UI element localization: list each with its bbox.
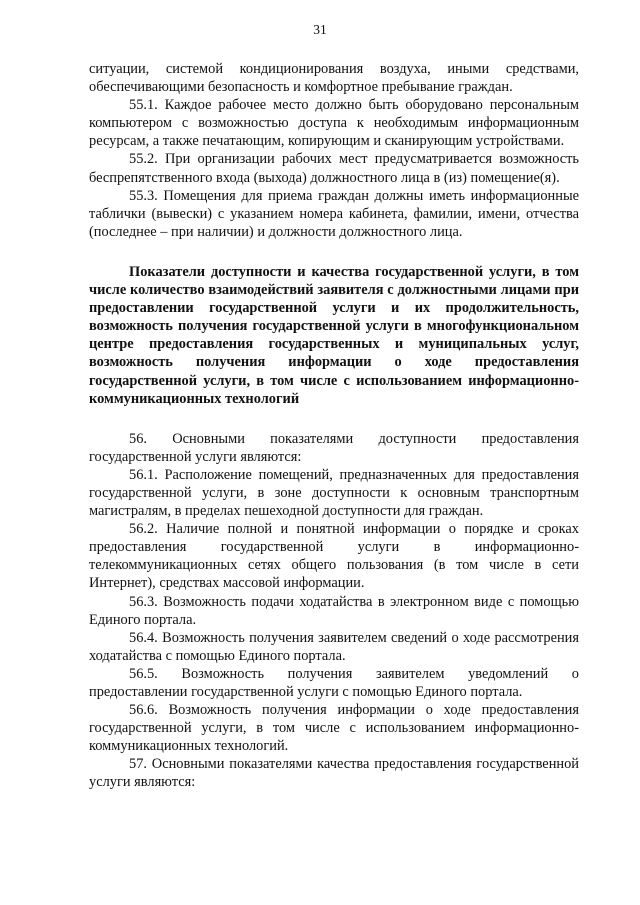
paragraph-55-3: 55.3. Помещения для приема граждан должны иметь информационные таблички (вывески) с указанием номера кабинета, фамилии, имени, отчества (последнее – при наличии) и должности должностного лица.: [89, 187, 579, 240]
paragraph-56: 56. Основными показателями доступности предоставления государственной услуги являются:: [89, 430, 579, 465]
paragraph-56-1: 56.1. Расположение помещений, предназначенных для предоставления государственной услуги, в зоне доступности к основным транспортным магистралям, в пределах пешеходной доступности для граждан.: [89, 466, 579, 520]
section-heading: Показатели доступности и качества государственной услуги, в том числе количество взаимодействий заявителя с должностными лицами при предоставлении государственной услуги и их продолжительность, возможность получения государственной услуги в многофункциональном центре предоставления государственных и муниципальных услуг, возможность получения информации о ходе предоставления государственной услуги, в том числе с использованием информационно-коммуникационных технологий: [89, 263, 579, 407]
paragraph-56-3: 56.3. Возможность подачи ходатайства в электронном виде с помощью Единого портала.: [89, 593, 579, 628]
paragraph-56-2: 56.2. Наличие полной и понятной информации о порядке и сроках предоставления государственной услуги в информационно-телекоммуникационных сетях общего пользования (в том числе в сети Интернет), средствах массовой информации.: [89, 521, 579, 592]
document-body: [89, 60, 579, 792]
paragraph-56-6: 56.6. Возможность получения информации о ходе предоставления государственной услуги, в том числе с использованием информационно-коммуникационных технологий.: [89, 702, 579, 755]
paragraph-57: 57. Основными показателями качества предоставления государственной услуги являются:: [89, 756, 579, 791]
paragraph-55-1: 55.1. Каждое рабочее место должно быть оборудовано персональным компьютером с возможностью доступа к необходимым информационным ресурсам, а также печатающим, копирующим и сканирующим устройствами.: [89, 97, 579, 150]
page-number: 31: [313, 22, 327, 37]
paragraph-55-2: 55.2. При организации рабочих мест предусматривается возможность беспрепятственного входа (выхода) должностного лица в (из) помещение(я).: [89, 151, 579, 186]
paragraph-56-5: 56.5. Возможность получения заявителем уведомлений о предоставлении государственной услуги с помощью Единого портала.: [89, 665, 579, 700]
paragraph-56-4: 56.4. Возможность получения заявителем сведений о ходе рассмотрения ходатайства с помощью Единого портала.: [89, 629, 579, 664]
paragraph-continuation: ситуации, системой кондиционирования воздуха, иными средствами, обеспечивающими безопасность и комфортное пребывание граждан.: [89, 61, 579, 96]
